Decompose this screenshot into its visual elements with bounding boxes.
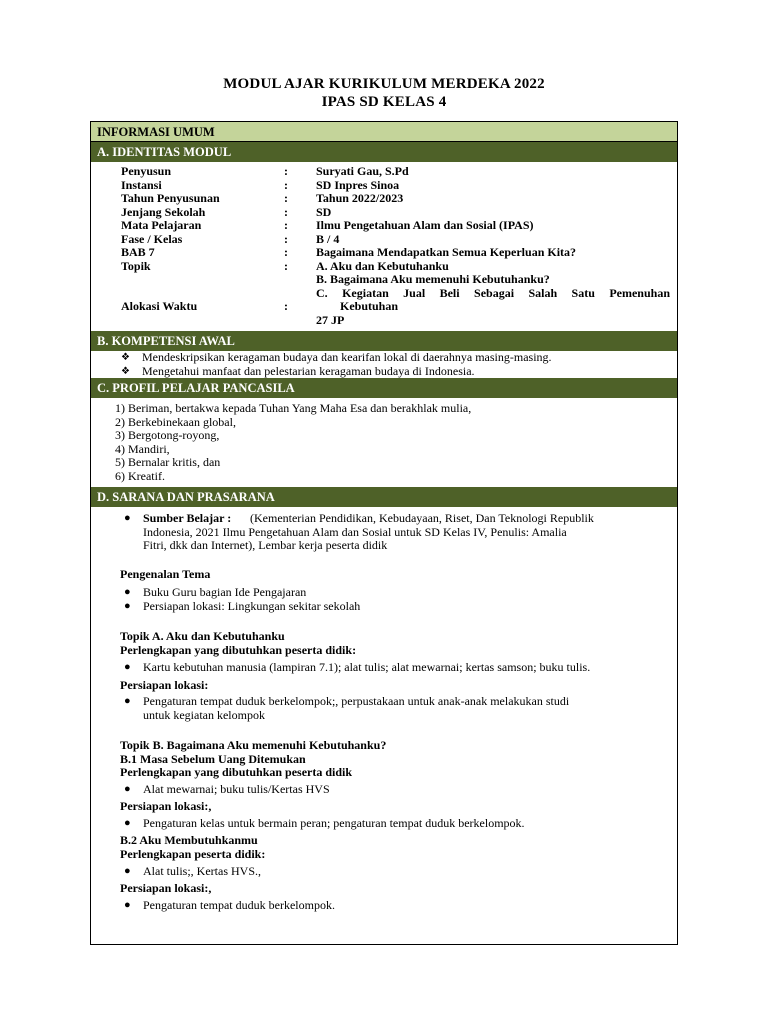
identitas-value: Suryati Gau, S.Pd (316, 164, 409, 178)
alokasi-sep: : (284, 299, 288, 313)
topik-a-persiapan-item: Pengaturan tempat duduk berkelompok;, perpustakaan untuk anak-anak melakukan studi (143, 694, 570, 708)
identitas-sep: : (284, 258, 288, 273)
profil-item: 4) Mandiri, (115, 441, 170, 456)
bullet-icon: ● (124, 600, 131, 612)
identitas-value: Ilmu Pengetahuan Alam dan Sosial (IPAS) (316, 218, 534, 232)
kompetensi-item: Mendeskripsikan keragaman budaya dan kearifan lokal di daerahnya masing-masing. (142, 350, 552, 364)
sumber-belajar-text: Fitri, dkk dan Internet), Lembar kerja peserta didik (143, 538, 388, 552)
b1-perlengkapan-item: Alat mewarnai; buku tulis/Kertas HVS (143, 782, 330, 796)
profil-item: 2) Berkebinekaan global, (115, 414, 236, 429)
b2-perlengkapan: Perlengkapan peserta didik: (120, 846, 266, 861)
bullet-icon: ● (124, 661, 131, 673)
b2-persiapan-item: Pengaturan tempat duduk berkelompok. (143, 898, 335, 912)
bullet-icon: ● (124, 783, 131, 795)
identitas-sep: : (284, 191, 288, 205)
identitas-label: Instansi (121, 177, 162, 192)
identitas-sep: : (284, 231, 288, 246)
b2-perlengkapan-item: Alat tulis;, Kertas HVS., (143, 864, 261, 878)
profil-item: 3) Bergotong-royong, (115, 428, 220, 442)
pengenalan-item: Persiapan lokasi: Lingkungan sekitar sekolah (143, 599, 361, 613)
profil-item: 1) Beriman, bertakwa kepada Tuhan Yang Maha Esa dan berakhlak mulia, (115, 401, 472, 415)
alokasi-label: Alokasi Waktu (121, 299, 198, 313)
topik-a-perlengkapan: Perlengkapan yang dibutuhkan peserta didik: (120, 642, 357, 657)
b1-persiapan-item: Pengaturan kelas untuk bermain peran; pengaturan tempat duduk berkelompok. (143, 816, 525, 830)
pengenalan-item: Buku Guru bagian Ide Pengajaran (143, 585, 307, 599)
document-title: MODUL AJAR KURIKULUM MERDEKA 2022 (223, 76, 545, 92)
identitas-sep: : (284, 204, 288, 219)
b2-title: B.2 Aku Membutuhkanmu (120, 833, 258, 847)
alokasi-value: 27 JP (316, 312, 345, 327)
identitas-label: Topik (121, 258, 151, 273)
identitas-label: Fase / Kelas (121, 231, 183, 246)
identitas-value: B / 4 (316, 231, 340, 246)
section-profil-pelajar: C. PROFIL PELAJAR PANCASILA (91, 378, 677, 398)
identitas-sep: : (284, 164, 288, 178)
sumber-belajar-text: Indonesia, 2021 Ilmu Pengetahuan Alam dan Sosial untuk SD Kelas IV, Penulis: Amalia (143, 524, 567, 539)
b1-title: B.1 Masa Sebelum Uang Ditemukan (120, 751, 306, 766)
identitas-label: Jenjang Sekolah (121, 204, 206, 219)
identitas-label: BAB 7 (121, 245, 155, 259)
topik-a-title: Topik A. Aku dan Kebutuhanku (120, 629, 285, 643)
diamond-bullet-icon: ❖ (121, 365, 130, 377)
topik-b: B. Bagaimana Aku memenuhi Kebutuhanku? (316, 272, 550, 286)
bullet-icon: ● (124, 512, 131, 524)
section-sarana-prasarana: D. SARANA DAN PRASARANA (91, 487, 677, 507)
identitas-label: Penyusun (121, 164, 172, 178)
topik-a-perlengkapan-item: Kartu kebutuhan manusia (lampiran 7.1); alat tulis; alat mewarnai; kertas samson; buku tulis. (143, 660, 591, 674)
sumber-belajar-text: (Kementerian Pendidikan, Kebudayaan, Riset, Dan Teknologi Republik (250, 511, 594, 525)
section-informasi-umum: INFORMASI UMUM (91, 122, 677, 142)
document-subtitle: IPAS SD KELAS 4 (321, 94, 447, 110)
identitas-sep: : (284, 245, 288, 259)
bullet-icon: ● (124, 586, 131, 598)
bullet-icon: ● (124, 695, 131, 707)
identitas-value: Tahun 2022/2023 (316, 191, 404, 205)
diamond-bullet-icon: ❖ (121, 352, 130, 363)
sumber-belajar-label: Sumber Belajar : (143, 511, 232, 525)
section-identitas-modul: A. IDENTITAS MODUL (91, 142, 677, 162)
identitas-value: A. Aku dan Kebutuhanku (316, 258, 449, 273)
topik-c-line2: Kebutuhan (340, 299, 399, 313)
kompetensi-item: Mengetahui manfaat dan pelestarian keragaman budaya di Indonesia. (142, 363, 475, 378)
identitas-label: Mata Pelajaran (121, 218, 202, 232)
section-kompetensi-awal: B. KOMPETENSI AWAL (91, 331, 677, 351)
b2-persiapan: Persiapan lokasi:, (120, 881, 212, 895)
bullet-icon: ● (124, 865, 131, 877)
profil-item: 6) Kreatif. (115, 468, 165, 483)
identitas-value: Bagaimana Mendapatkan Semua Keperluan Kita? (316, 245, 577, 259)
identitas-sep: : (284, 218, 288, 232)
topik-c-line1: C. Kegiatan Jual Beli Sebagai Salah Satu Pemenuhan (316, 285, 670, 300)
topik-b-title: Topik B. Bagaimana Aku memenuhi Kebutuhanku? (120, 738, 387, 752)
b1-persiapan: Persiapan lokasi:, (120, 799, 212, 813)
b1-perlengkapan: Perlengkapan yang dibutuhkan peserta didik (120, 765, 353, 779)
pengenalan-tema-title: Pengenalan Tema (120, 567, 211, 581)
bullet-icon: ● (124, 899, 131, 911)
identitas-value: SD (316, 204, 332, 219)
identitas-value: SD Inpres Sinoa (316, 177, 400, 192)
topik-a-persiapan: Persiapan lokasi: (120, 678, 209, 692)
identitas-sep: : (284, 177, 288, 192)
identitas-label: Tahun Penyusunan (121, 191, 220, 205)
bullet-icon: ● (124, 817, 131, 829)
profil-item: 5) Bernalar kritis, dan (115, 455, 221, 469)
topik-a-persiapan-item: untuk kegiatan kelompok (143, 707, 265, 722)
